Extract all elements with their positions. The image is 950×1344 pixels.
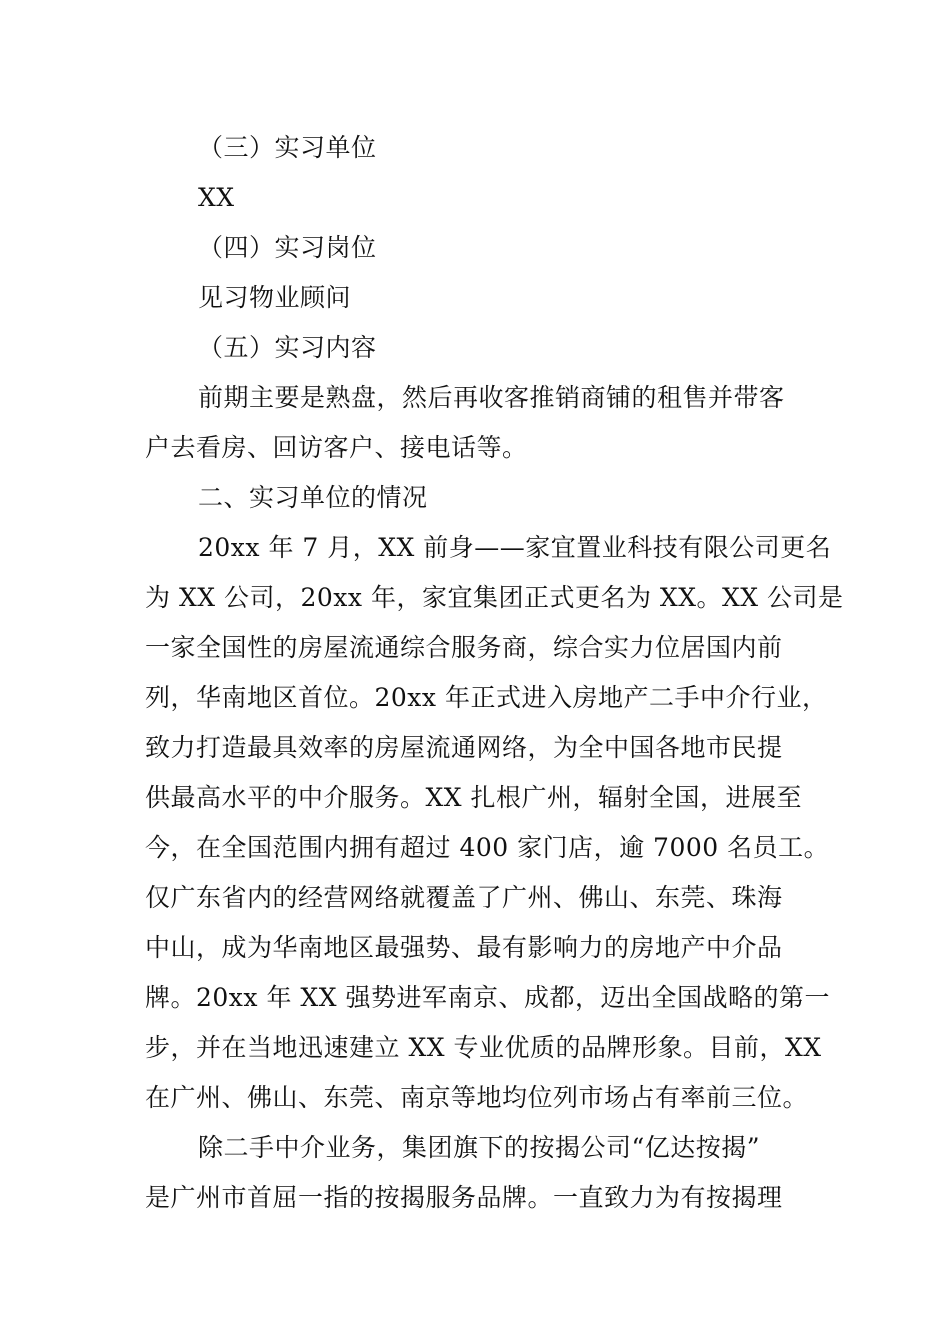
paragraph-line: 步，并在当地迅速建立 XX 专业优质的品牌形象。目前，XX <box>145 1033 822 1062</box>
paragraph-line: 一家全国性的房屋流通综合服务商，综合实力位居国内前 <box>145 633 783 662</box>
section-heading: （五）实习内容 <box>198 333 377 362</box>
paragraph-line: 仅广东省内的经营网络就覆盖了广州、佛山、东莞、珠海 <box>145 883 783 912</box>
section-heading: （三）实习单位 <box>198 133 377 162</box>
paragraph-line: 户去看房、回访客户、接电话等。 <box>145 433 528 462</box>
paragraph-line: 供最高水平的中介服务。XX 扎根广州，辐射全国，进展至 <box>145 783 803 812</box>
paragraph-line: 是广州市首屈一指的按揭服务品牌。一直致力为有按揭理 <box>145 1183 783 1212</box>
paragraph-line: 为 XX 公司，20xx 年，家宜集团正式更名为 XX。XX 公司是 <box>145 583 844 612</box>
section-body: XX <box>198 183 235 212</box>
paragraph-line: 20xx 年 7 月，XX 前身——家宜置业科技有限公司更名 <box>198 533 832 562</box>
paragraph-line: 牌。20xx 年 XX 强势进军南京、成都，迈出全国战略的第一 <box>145 983 830 1012</box>
paragraph-line: 致力打造最具效率的房屋流通网络，为全中国各地市民提 <box>145 733 783 762</box>
paragraph-line: 列，华南地区首位。20xx 年正式进入房地产二手中介行业， <box>145 683 828 712</box>
paragraph-line: 中山，成为华南地区最强势、最有影响力的房地产中介品 <box>145 933 783 962</box>
paragraph-line: 除二手中介业务，集团旗下的按揭公司“亿达按揭” <box>198 1133 761 1162</box>
section-heading: （四）实习岗位 <box>198 233 377 262</box>
paragraph-line: 在广州、佛山、东莞、南京等地均位列市场占有率前三位。 <box>145 1083 809 1112</box>
section-heading: 二、实习单位的情况 <box>198 483 428 512</box>
paragraph-line: 今，在全国范围内拥有超过 400 家门店，逾 7000 名员工。 <box>145 833 830 862</box>
section-body: 见习物业顾问 <box>198 283 352 312</box>
paragraph-line: 前期主要是熟盘，然后再收客推销商铺的租售并带客 <box>198 383 785 412</box>
